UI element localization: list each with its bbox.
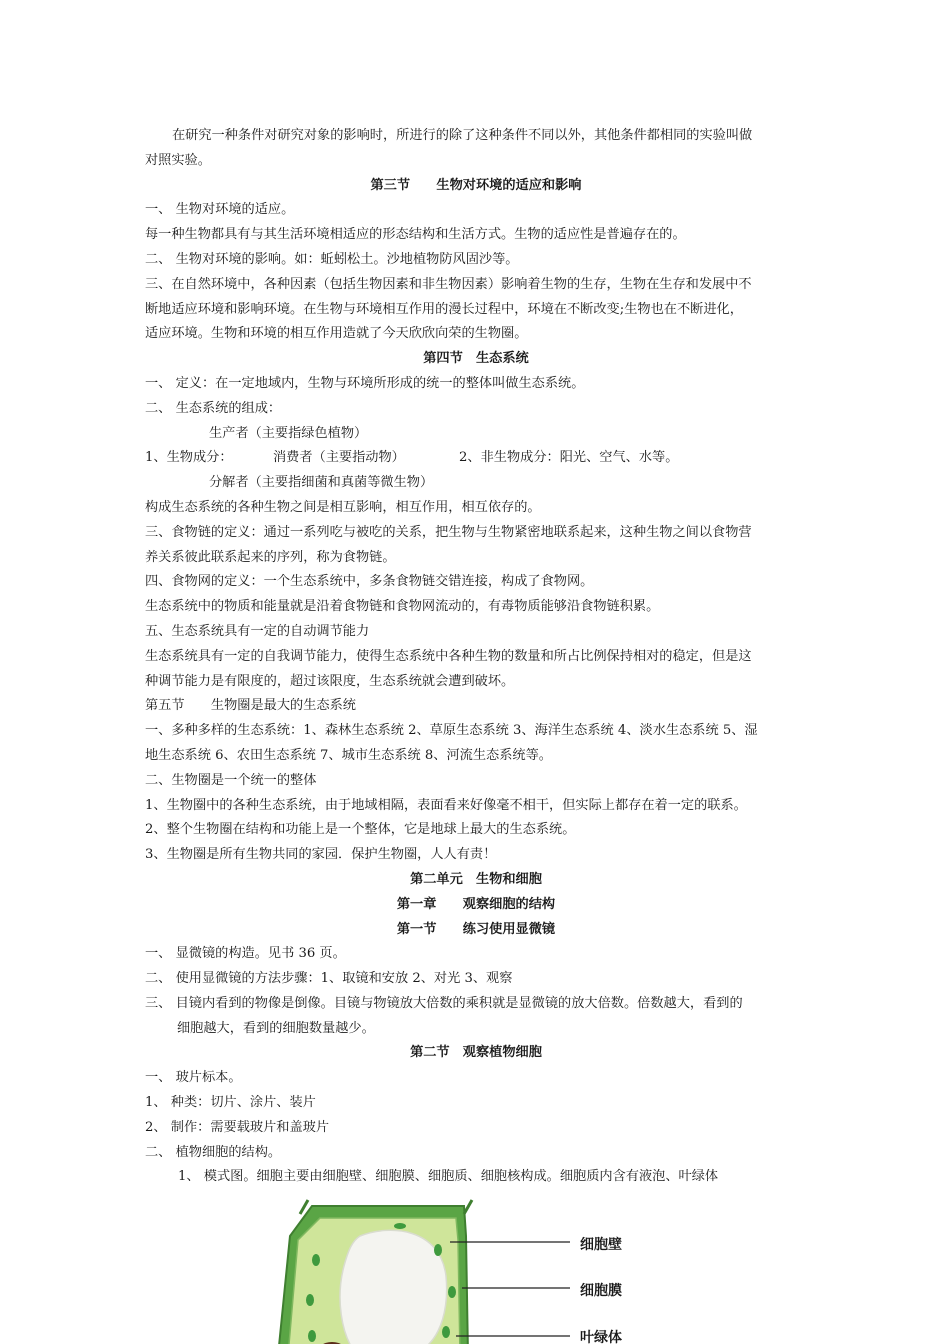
plant-cell-illustration [240, 1196, 680, 1344]
list-item: 一、多种多样的生态系统：1、森林生态系统 2、草原生态系统 3、海洋生态系统 4、淡水生态系统 5、湿 [145, 723, 758, 739]
abiotic-label: 2、非生物成分：阳光、空气、水等。 [459, 450, 679, 466]
paragraph-line: 种调节能力是有限度的，超过该限度，生态系统就会遭到破坏。 [145, 673, 515, 689]
paragraph-line: 生态系统具有一定的自我调节能力，使得生态系统中各种生物的数量和所占比例保持相对的稳定，但是这 [145, 648, 752, 664]
list-item: 一、 定义：在一定地域内，生物与环境所形成的统一的整体叫做生态系统。 [145, 375, 585, 391]
paragraph-line: 养关系彼此联系起来的序列，称为食物链。 [145, 549, 396, 565]
paragraph-line: 每一种生物都具有与其生活环境相适应的形态结构和生活方式。生物的适应性是普遍存在的。 [145, 227, 686, 243]
list-item: 三、食物链的定义：通过一系列吃与被吃的关系，把生物与生物紧密地联系起来，这种生物之间以食物营 [145, 524, 752, 540]
list-item: 2、整个生物圈在结构和功能上是一个整体，它是地球上最大的生态系统。 [145, 822, 576, 838]
consumer-label: 消费者（主要指动物） [273, 450, 405, 466]
list-item: 二、 植物细胞的结构。 [145, 1144, 282, 1160]
list-item: 1、 模式图。细胞主要由细胞壁、细胞膜、细胞质、细胞核构成。细胞质内含有液泡、叶绿体 [178, 1169, 719, 1185]
list-item: 一、 生物对环境的适应。 [145, 202, 295, 218]
decomposer-line: 分解者（主要指细菌和真菌等微生物） [209, 475, 434, 491]
list-item: 一、 玻片标本。 [145, 1070, 242, 1086]
producer-line: 生产者（主要指绿色植物） [209, 425, 368, 441]
biotic-label: 1、生物成分： [145, 450, 233, 466]
paragraph-line: 细胞越大，看到的细胞数量越少。 [177, 1020, 375, 1036]
paragraph-line: 对照实验。 [145, 152, 211, 168]
list-item: 五、生态系统具有一定的自动调节能力 [145, 623, 370, 639]
list-item: 一、 显微镜的构造。见书 36 页。 [145, 946, 346, 962]
list-item: 2、 制作：需要载玻片和盖玻片 [145, 1119, 330, 1135]
paragraph-line: 生态系统中的物质和能量就是沿着食物链和食物网流动的，有毒物质能够沿食物链积累。 [145, 599, 660, 615]
section-heading-2: 第二节 观察植物细胞 [410, 1045, 542, 1061]
label-cell-wall: 细胞壁 [580, 1237, 622, 1253]
section-heading-3: 第三节 生物对环境的适应和影响 [370, 177, 582, 193]
list-item: 二、生物圈是一个统一的整体 [145, 772, 317, 788]
list-item: 3、生物圈是所有生物共同的家园．保护生物圈，人人有责！ [145, 847, 497, 863]
paragraph-line: 适应环境。生物和环境的相互作用造就了今天欣欣向荣的生物圈。 [145, 326, 528, 342]
label-cell-membrane: 细胞膜 [580, 1283, 622, 1299]
list-item: 1、 种类：切片、涂片、装片 [145, 1095, 316, 1111]
list-item: 二、 生物对环境的影响。如：蚯蚓松土。沙地植物防风固沙等。 [145, 251, 519, 267]
paragraph-line: 断地适应环境和影响环境。在生物与环境相互作用的漫长过程中，环境在不断改变;生物也在不断进化， [145, 301, 743, 317]
paragraph-line: 地生态系统 6、农田生态系统 7、城市生态系统 8、河流生态系统等。 [145, 747, 552, 763]
section-heading-5: 第五节 生物圈是最大的生态系统 [145, 698, 356, 714]
paragraph-controlled-experiment: 在研究一种条件对研究对象的影响时，所进行的除了这种条件不同以外，其他条件都相同的实验叫做 [172, 128, 753, 143]
list-item: 三、在自然环境中，各种因素（包括生物因素和非生物因素）影响着生物的生存，生物在生存和发展中不 [145, 276, 752, 292]
plant-cell-diagram [240, 1196, 680, 1344]
document-page [145, 124, 807, 1190]
list-item: 二、 生态系统的组成： [145, 400, 282, 416]
vacuole-shape [340, 1230, 447, 1344]
component-row [145, 446, 807, 471]
unit-heading: 第二单元 生物和细胞 [410, 871, 542, 887]
list-item: 1、生物圈中的各种生态系统，由于地域相隔，表面看来好像毫不相干，但实际上都存在着一定的联系。 [145, 797, 747, 813]
list-item: 三、 目镜内看到的物像是倒像。目镜与物镜放大倍数的乘积就是显微镜的放大倍数。倍数越大，看到的 [145, 995, 743, 1011]
chapter-heading: 第一章 观察细胞的结构 [396, 896, 556, 912]
label-chloroplast: 叶绿体 [580, 1330, 622, 1344]
list-item: 二、 使用显微镜的方法步骤：1、取镜和安放 2、对光 3、观察 [145, 971, 513, 987]
section-heading-4: 第四节 生态系统 [423, 351, 529, 367]
section-heading-1: 第一节 练习使用显微镜 [396, 921, 556, 937]
list-item: 四、食物网的定义：一个生态系统中，多条食物链交错连接，构成了食物网。 [145, 574, 594, 590]
paragraph-line: 构成生态系统的各种生物之间是相互影响，相互作用，相互依存的。 [145, 499, 541, 515]
